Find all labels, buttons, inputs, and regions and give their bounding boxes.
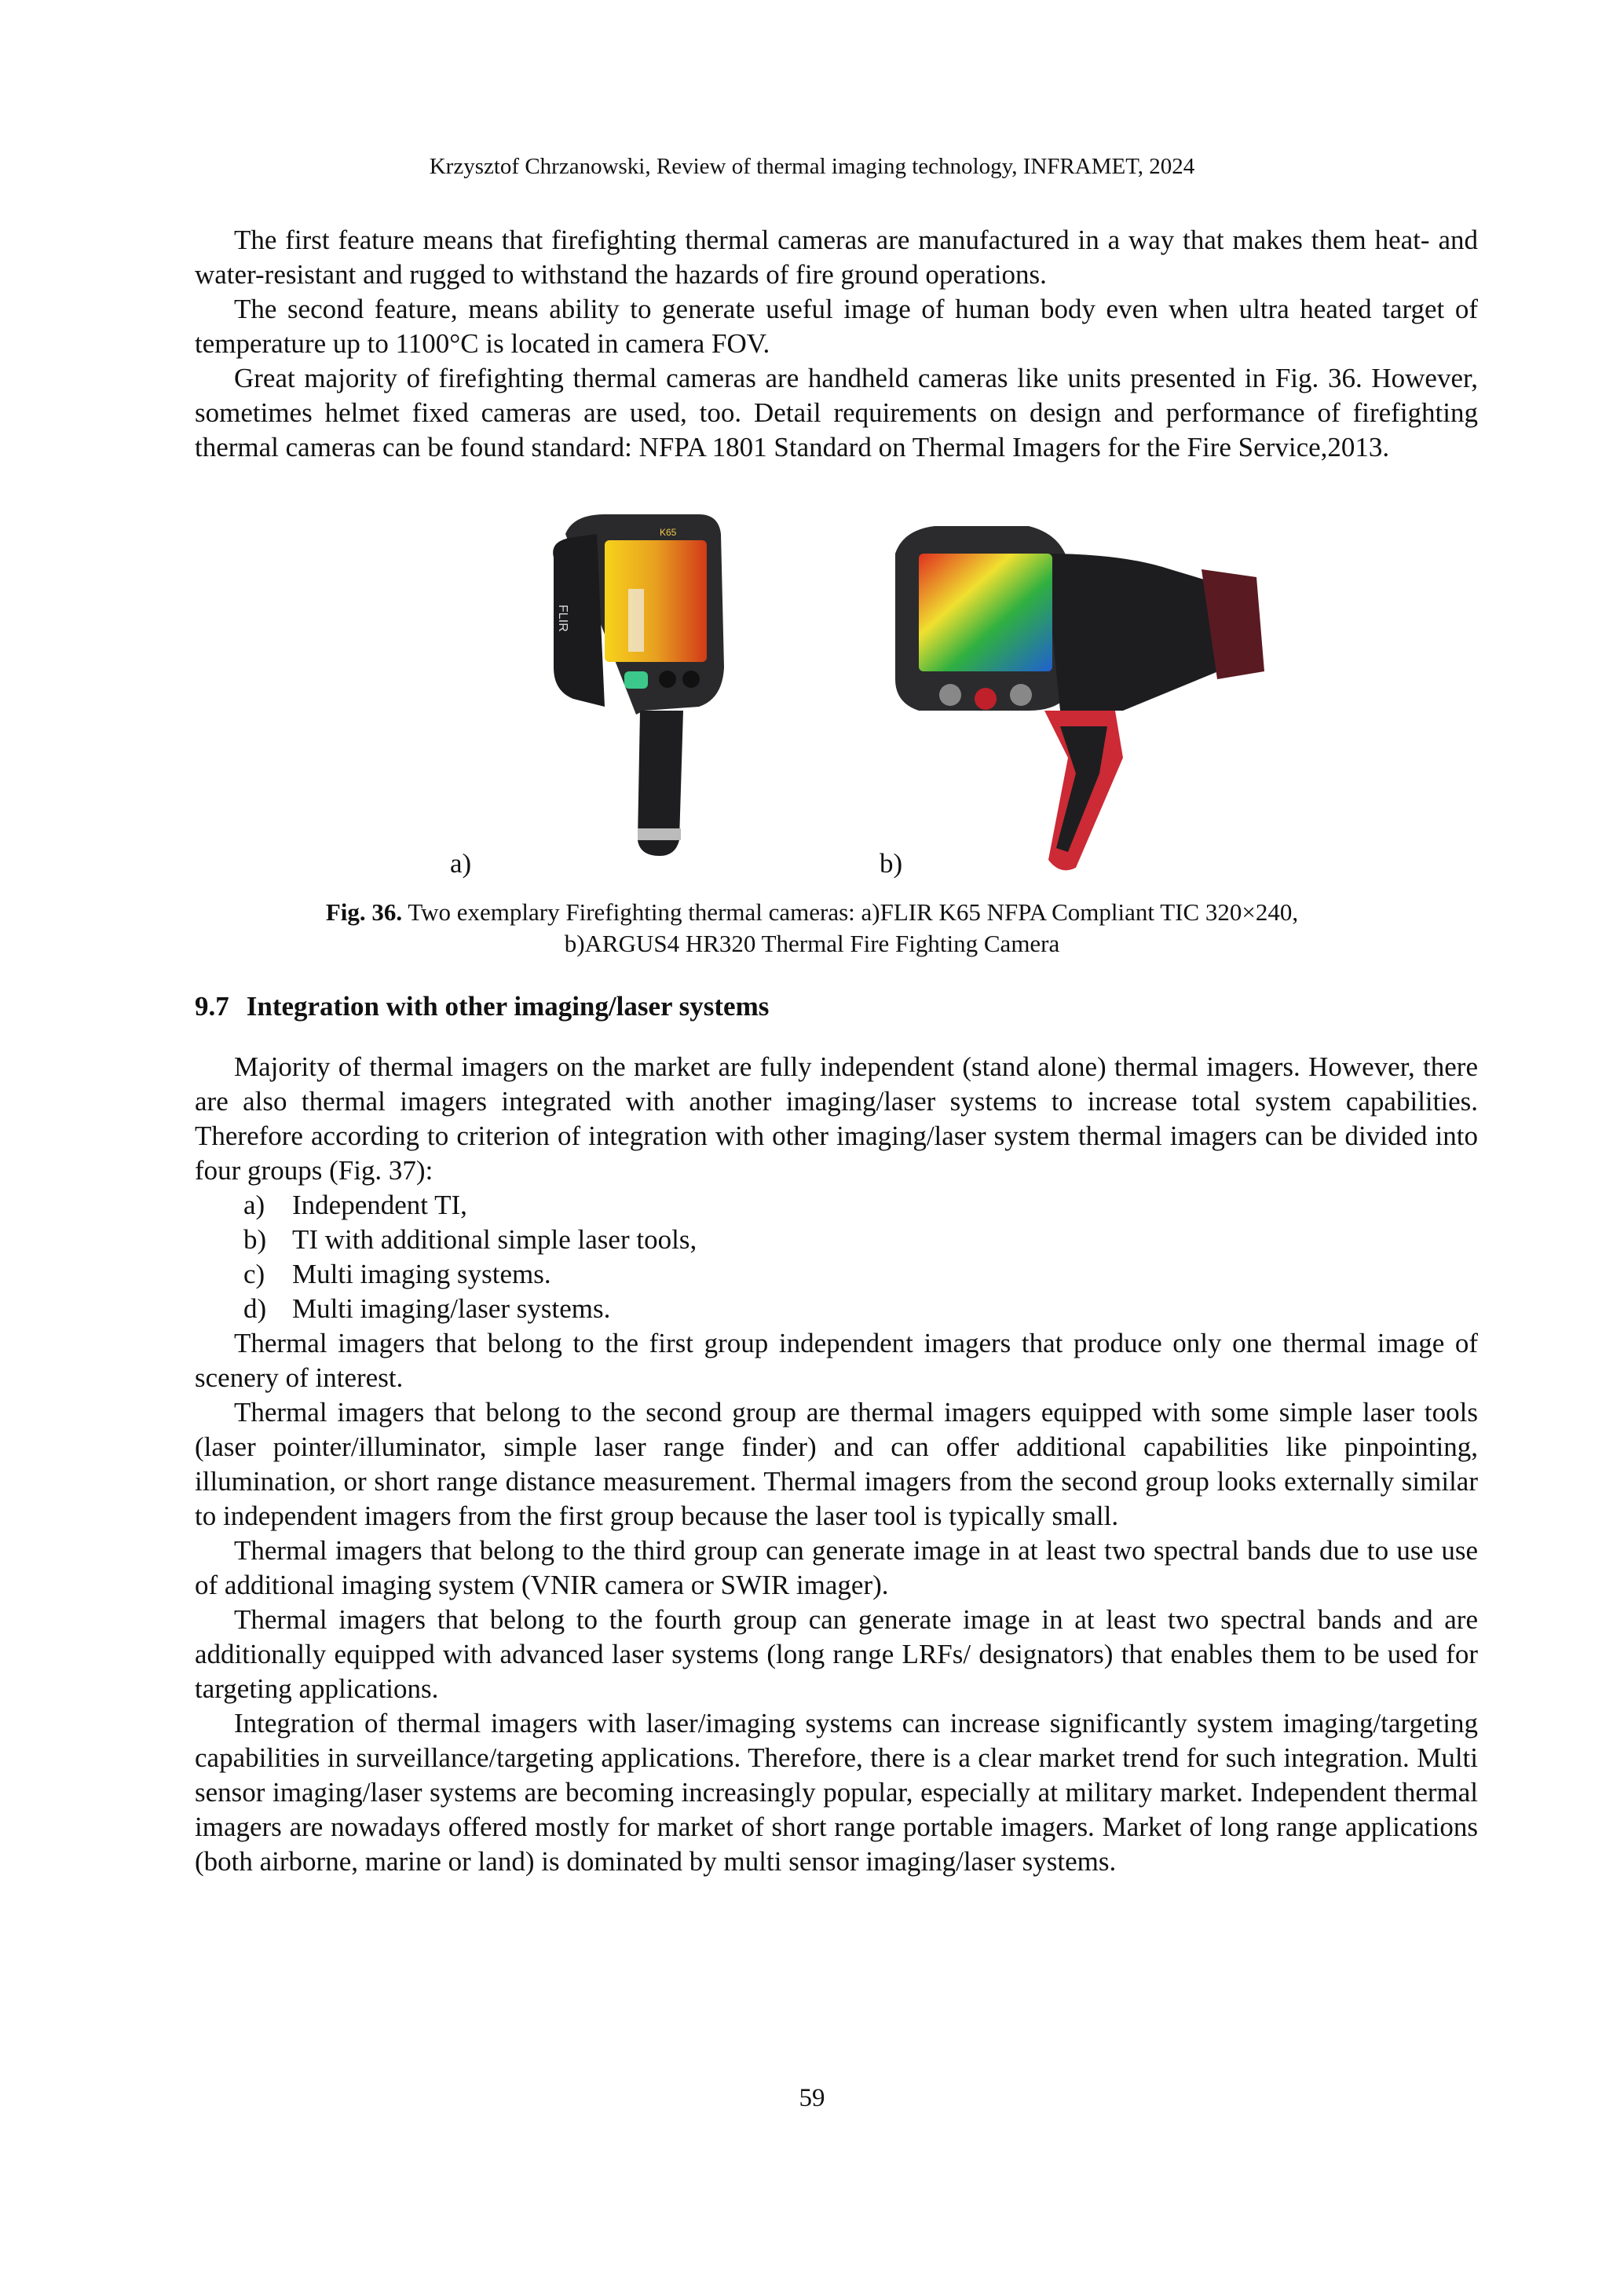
figure-label-b: b): [880, 848, 903, 879]
list-text: Multi imaging/laser systems.: [292, 1293, 611, 1324]
paragraph: Great majority of firefighting thermal cameras are handheld cameras like units presented in Fig. 36. However, sometimes helmet fixed cameras are used, too. Detail requirements on design and performance of firefighting thermal cameras can be found standard: NFPA 1801 Standard on Thermal Imagers for the Fire Service,2013.: [195, 363, 1478, 462]
list-letter: b): [243, 1224, 267, 1255]
paragraph: Integration of thermal imagers with laser/imaging systems can increase significantly system imaging/targeting capabilities in surveillance/targeting applications. Therefore, there is a clear market trend for such integration. Multi sensor imaging/laser systems are becoming increasingly popular, especially at military market. Independent thermal imagers are nowadays offered mostly for market of short range portable imagers. Market of long range applications (both airborne, marine or land) is dominated by multi sensor imaging/laser systems.: [195, 1708, 1478, 1877]
list-item: [195, 1188, 1478, 1223]
list-item: [195, 1292, 1478, 1326]
camera-brand-logo: FLIR: [556, 605, 569, 632]
running-header: Krzysztof Chrzanowski, Review of thermal imaging technology, INFRAMET, 2024: [429, 154, 1195, 179]
flir-k65-camera-image: [542, 510, 738, 860]
list-item: [195, 1223, 1478, 1257]
list-item: [195, 1257, 1478, 1292]
camera-model-label: K65: [660, 527, 677, 538]
list-letter: a): [243, 1190, 265, 1220]
argus4-camera-image: [887, 522, 1280, 876]
group-list: [195, 1188, 1478, 1326]
list-text: Multi imaging systems.: [292, 1259, 551, 1289]
figure-label-a: a): [450, 848, 472, 879]
page-number: 59: [799, 2084, 825, 2112]
paragraph: Thermal imagers that belong to the third group can generate image in at least two spectral bands due to use use of additional imaging system (VNIR camera or SWIR imager).: [195, 1535, 1478, 1600]
paragraph: Thermal imagers that belong to the first group independent imagers that produce only one thermal image of scenery of interest.: [195, 1328, 1478, 1393]
section-body: [195, 1050, 1478, 1879]
caption-text: Two exemplary Firefighting thermal cameras: a)FLIR K65 NFPA Compliant TIC 320×240,: [402, 898, 1299, 926]
paragraph: The second feature, means ability to generate useful image of human body even when ultra heated target of temperature up to 1100°C is located in camera FOV.: [195, 294, 1478, 359]
figure-caption: [0, 897, 1624, 960]
caption-label: Fig. 36.: [325, 898, 403, 926]
list-text: Independent TI,: [292, 1190, 467, 1220]
section-title: Integration with other imaging/laser systems: [246, 991, 770, 1022]
paragraph: Thermal imagers that belong to the fourth group can generate image in at least two spectral bands and are additionally equipped with advanced laser systems (long range LRFs/ designators) that enables them to be used for targeting applications.: [195, 1604, 1478, 1704]
section-number: 9.7: [195, 991, 229, 1022]
paragraph: Majority of thermal imagers on the market are fully independent (stand alone) thermal imagers. However, there are also thermal imagers integrated with another imaging/laser systems to increase total system capabilities. Therefore according to criterion of integration with other imaging/laser system thermal imagers can be divided into four groups (Fig. 37):: [195, 1051, 1478, 1186]
paragraph: Thermal imagers that belong to the second group are thermal imagers equipped with some simple laser tools (laser pointer/illuminator, simple laser range finder) and can offer additional capabilities like pinpointing, illumination, or short range distance measurement. Thermal imagers from the second group looks externally similar to independent imagers from the first group because the laser tool is typically small.: [195, 1397, 1478, 1531]
list-letter: d): [243, 1293, 267, 1324]
list-letter: c): [243, 1259, 265, 1289]
paragraph: The first feature means that firefighting thermal cameras are manufactured in a way that makes them heat- and water-resistant and rugged to withstand the hazards of fire ground operations.: [195, 225, 1478, 290]
caption-text-line2: b)ARGUS4 HR320 Thermal Fire Fighting Camera: [564, 930, 1060, 957]
list-text: TI with additional simple laser tools,: [292, 1224, 697, 1255]
section-heading: [195, 991, 769, 1022]
intro-text: [195, 223, 1478, 465]
